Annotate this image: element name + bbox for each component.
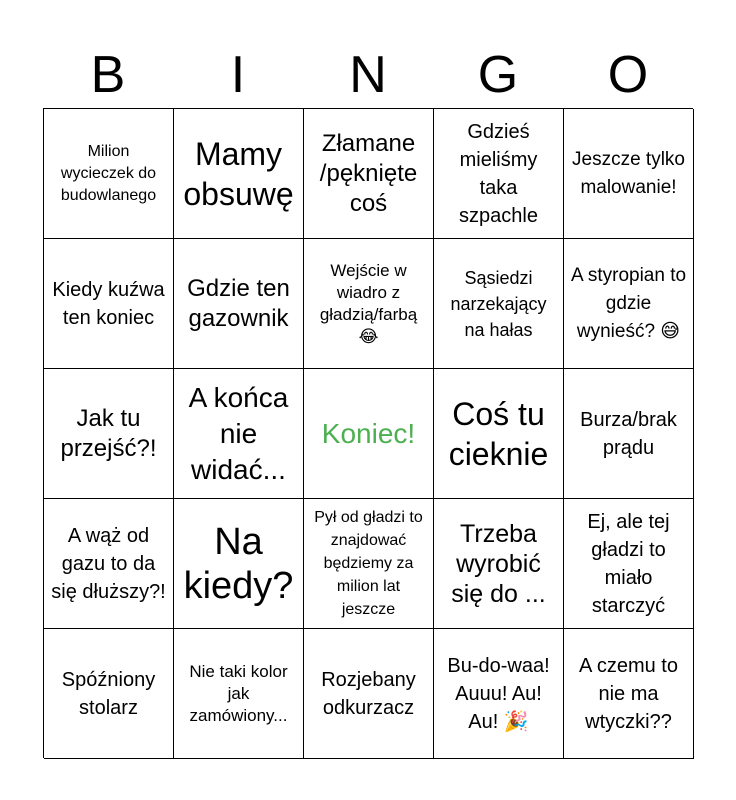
bingo-cell-r1c3[interactable]: Złamane /pęknięte coś: [304, 109, 434, 239]
bingo-cell-r3c4[interactable]: Coś tu cieknie: [434, 369, 564, 499]
bingo-cell-r1c2[interactable]: Mamy obsuwę: [174, 109, 304, 239]
bingo-cell-r1c4[interactable]: Gdzieś mieliśmy taka szpachle: [434, 109, 564, 239]
bingo-cell-r3c1[interactable]: Jak tu przejść?!: [44, 369, 174, 499]
bingo-board: [43, 108, 693, 758]
bingo-cell-r3c5[interactable]: Burza/brak prądu: [564, 369, 694, 499]
bingo-cell-r3c2[interactable]: A końca nie widać...: [174, 369, 304, 499]
bingo-cell-free[interactable]: Koniec!: [304, 369, 434, 499]
header-letter-g: G: [477, 46, 519, 104]
bingo-cell-r2c5[interactable]: A styropian to gdzie wynieść? 😅: [564, 239, 694, 369]
bingo-cell-r5c5[interactable]: A czemu to nie ma wtyczki??: [564, 629, 694, 759]
bingo-header: [43, 42, 693, 108]
bingo-cell-r1c1[interactable]: Milion wycieczek do budowlanego: [44, 109, 174, 239]
bingo-cell-r4c4[interactable]: Trzeba wyrobić się do ...: [434, 499, 564, 629]
bingo-cell-r4c3[interactable]: Pył od gładzi to znajdować będziemy za milion lat jeszcze: [304, 499, 434, 629]
bingo-cell-r2c1[interactable]: Kiedy kuźwa ten koniec: [44, 239, 174, 369]
header-letter-i: I: [230, 46, 246, 104]
bingo-cell-r5c4[interactable]: Bu-do-waa! Auuu! Au! Au! 🎉: [434, 629, 564, 759]
bingo-cell-r5c2[interactable]: Nie taki kolor jak zamówiony...: [174, 629, 304, 759]
bingo-cell-r2c3[interactable]: Wejście w wiadro z gładzią/farbą 😂: [304, 239, 434, 369]
bingo-cell-r2c2[interactable]: Gdzie ten gazownik: [174, 239, 304, 369]
header-letter-n: N: [349, 46, 387, 104]
header-letter-o: O: [607, 46, 649, 104]
bingo-cell-r4c5[interactable]: Ej, ale tej gładzi to miało starczyć: [564, 499, 694, 629]
header-letter-b: B: [90, 46, 126, 104]
bingo-cell-r4c1[interactable]: A wąż od gazu to da się dłuższy?!: [44, 499, 174, 629]
bingo-cell-r1c5[interactable]: Jeszcze tylko malowanie!: [564, 109, 694, 239]
bingo-cell-r5c3[interactable]: Rozjebany odkurzacz: [304, 629, 434, 759]
bingo-cell-r4c2[interactable]: Na kiedy?: [174, 499, 304, 629]
bingo-cell-r2c4[interactable]: Sąsiedzi narzekający na hałas: [434, 239, 564, 369]
bingo-cell-r5c1[interactable]: Spóźniony stolarz: [44, 629, 174, 759]
